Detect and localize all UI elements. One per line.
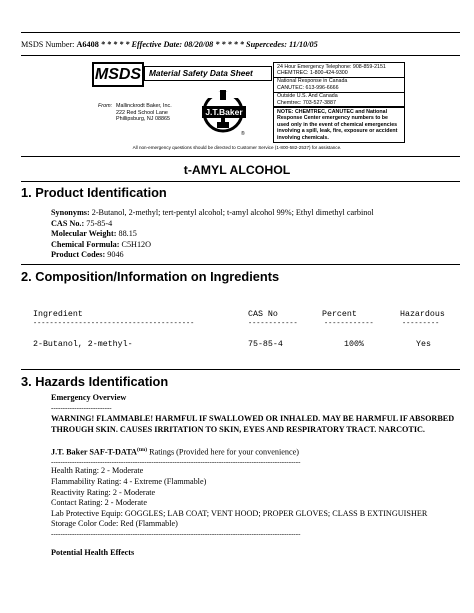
- rating-health: Health Rating: 2 - Moderate: [51, 466, 144, 476]
- effective-label: Effective Date:: [131, 40, 183, 49]
- msds-sheet-label: Material Safety Data Sheet: [144, 66, 272, 81]
- product-codes-row: Product Codes: 9046: [51, 250, 124, 260]
- contact-line-4: CANUTEC: 613-996-6666: [277, 84, 339, 91]
- jtbaker-brand: J.T.Baker: [202, 106, 246, 118]
- from-address: [98, 103, 172, 122]
- section-3-rule: [21, 369, 460, 370]
- rating-contact: Contact Rating: 2 - Moderate: [51, 498, 147, 508]
- title-top-rule: [21, 156, 460, 157]
- hazards-body: [51, 393, 456, 558]
- contact-line-6: Chemtrec: 703-527-3887: [277, 99, 336, 106]
- col-header-percent: Percent: [322, 310, 357, 319]
- saf-rule-bottom: -----------------------------------------------------------------------------------------------------------: [51, 529, 301, 538]
- rating-lab-equip: Lab Protective Equip: GOGGLES; LAB COAT; VENT HOOD; PROPER GLOVES; CLASS B EXTINGUISHER: [51, 508, 428, 518]
- saf-rule-top: -----------------------------------------------------------------------------------------------------------: [51, 458, 301, 467]
- customer-service-note: All non-emergency questions should be directed to Customer Service (1-800-582-2537) for assistance.: [132, 145, 342, 150]
- chemical-formula-row: Chemical Formula: C5H12O: [51, 239, 152, 249]
- product-identification: [51, 208, 374, 261]
- section-2-title: 2. Composition/Information on Ingredients: [21, 269, 280, 284]
- msds-number-label: MSDS Number:: [21, 40, 75, 49]
- dash-hazardous: ---------: [402, 320, 440, 328]
- section-3-title: 3. Hazards Identification: [21, 374, 169, 389]
- dash-percent: ------------: [324, 320, 374, 328]
- rating-reactivity: Reactivity Rating: 2 - Moderate: [51, 487, 156, 497]
- effective-date: 08/20/08: [184, 40, 214, 49]
- supersedes-date: 11/10/05: [289, 40, 318, 49]
- contact-line-2: CHEMTREC: 1-800-424-9300: [277, 69, 348, 76]
- from-line-1: Mallinckrodt Baker, Inc.: [116, 103, 172, 109]
- emergency-overview-title: Emergency Overview: [51, 393, 127, 402]
- col-header-ingredient: Ingredient: [33, 310, 83, 319]
- saf-title: J.T. Baker SAF-T-DATA: [51, 447, 137, 457]
- section-1-title: 1. Product Identification: [21, 185, 167, 200]
- contact-line-5: Outside U.S. And Canada: [277, 93, 338, 100]
- msds-header-line: [21, 40, 318, 49]
- stars-2: * * * * *: [215, 40, 244, 49]
- msds-number: A6408: [76, 40, 99, 49]
- col-header-hazardous: Hazardous: [400, 310, 445, 319]
- col-header-cas: CAS No: [248, 310, 278, 319]
- contact-line-1: 24 Hour Emergency Telephone: 908-859-2151: [277, 63, 386, 70]
- section-2-rule: [21, 264, 460, 265]
- overview-rule: --------------------------: [51, 403, 112, 412]
- rating-flammability: Flammability Rating: 4 - Extreme (Flammable): [51, 476, 207, 486]
- stars-1: * * * * *: [100, 40, 130, 49]
- from-label: From:: [98, 103, 113, 109]
- dash-cas: ------------: [248, 320, 298, 328]
- title-bottom-rule: [21, 181, 460, 182]
- saf-tm: (tm): [136, 447, 148, 453]
- document-title: t-AMYL ALCOHOL: [183, 163, 291, 177]
- saf-note: Ratings (Provided here for your convenience): [149, 447, 299, 457]
- dash-ingredient: ---------------------------------------: [33, 320, 195, 328]
- row-percent: 100%: [344, 340, 364, 349]
- msds-logo: MSDS: [92, 62, 144, 87]
- rating-storage: Storage Color Code: Red (Flammable): [51, 519, 178, 529]
- molecular-weight-row: Molecular Weight: 88.15: [51, 229, 137, 239]
- emergency-contacts: [273, 62, 405, 107]
- synonyms-row: Synonyms: 2-Butanol, 2-methyl; tert-pentyl alcohol; t-amyl alcohol 99%; Ethyl dimethyl carbinol: [51, 208, 374, 217]
- from-line-3: Phillipsburg, NJ 08865: [116, 116, 170, 122]
- potential-health-effects-title: Potential Health Effects: [51, 547, 135, 557]
- header-rule: [21, 55, 460, 56]
- row-hazardous: Yes: [416, 340, 431, 349]
- supersedes-label: Supercedes:: [246, 40, 287, 49]
- cas-row: CAS No.: 75-85-4: [51, 218, 113, 228]
- row-cas: 75-85-4: [248, 340, 283, 349]
- from-line-2: 222 Red School Lane: [116, 109, 168, 116]
- warning-text: WARNING! FLAMMABLE! HARMFUL IF SWALLOWED OR INHALED. MAY BE HARMFUL IF ABSORBED THROUGH SKIN. CAUSES IRRITATION TO SKIN, EYES AND RESPIRATORY TRACT. NARCOTIC.: [51, 413, 455, 434]
- contact-line-3: National Response in Canada: [277, 78, 348, 85]
- row-ingredient: 2-Butanol, 2-methyl-: [33, 340, 133, 349]
- saf-t-data-heading: [51, 445, 456, 458]
- emergency-note: NOTE: CHEMTREC, CANUTEC and National Response Center emergency numbers to be used only in the event of chemical emergencies involving a spill, leak, fire, exposure or accident involving chemicals.: [273, 107, 405, 143]
- top-rule: [21, 32, 460, 33]
- registered-mark: ®: [241, 131, 245, 137]
